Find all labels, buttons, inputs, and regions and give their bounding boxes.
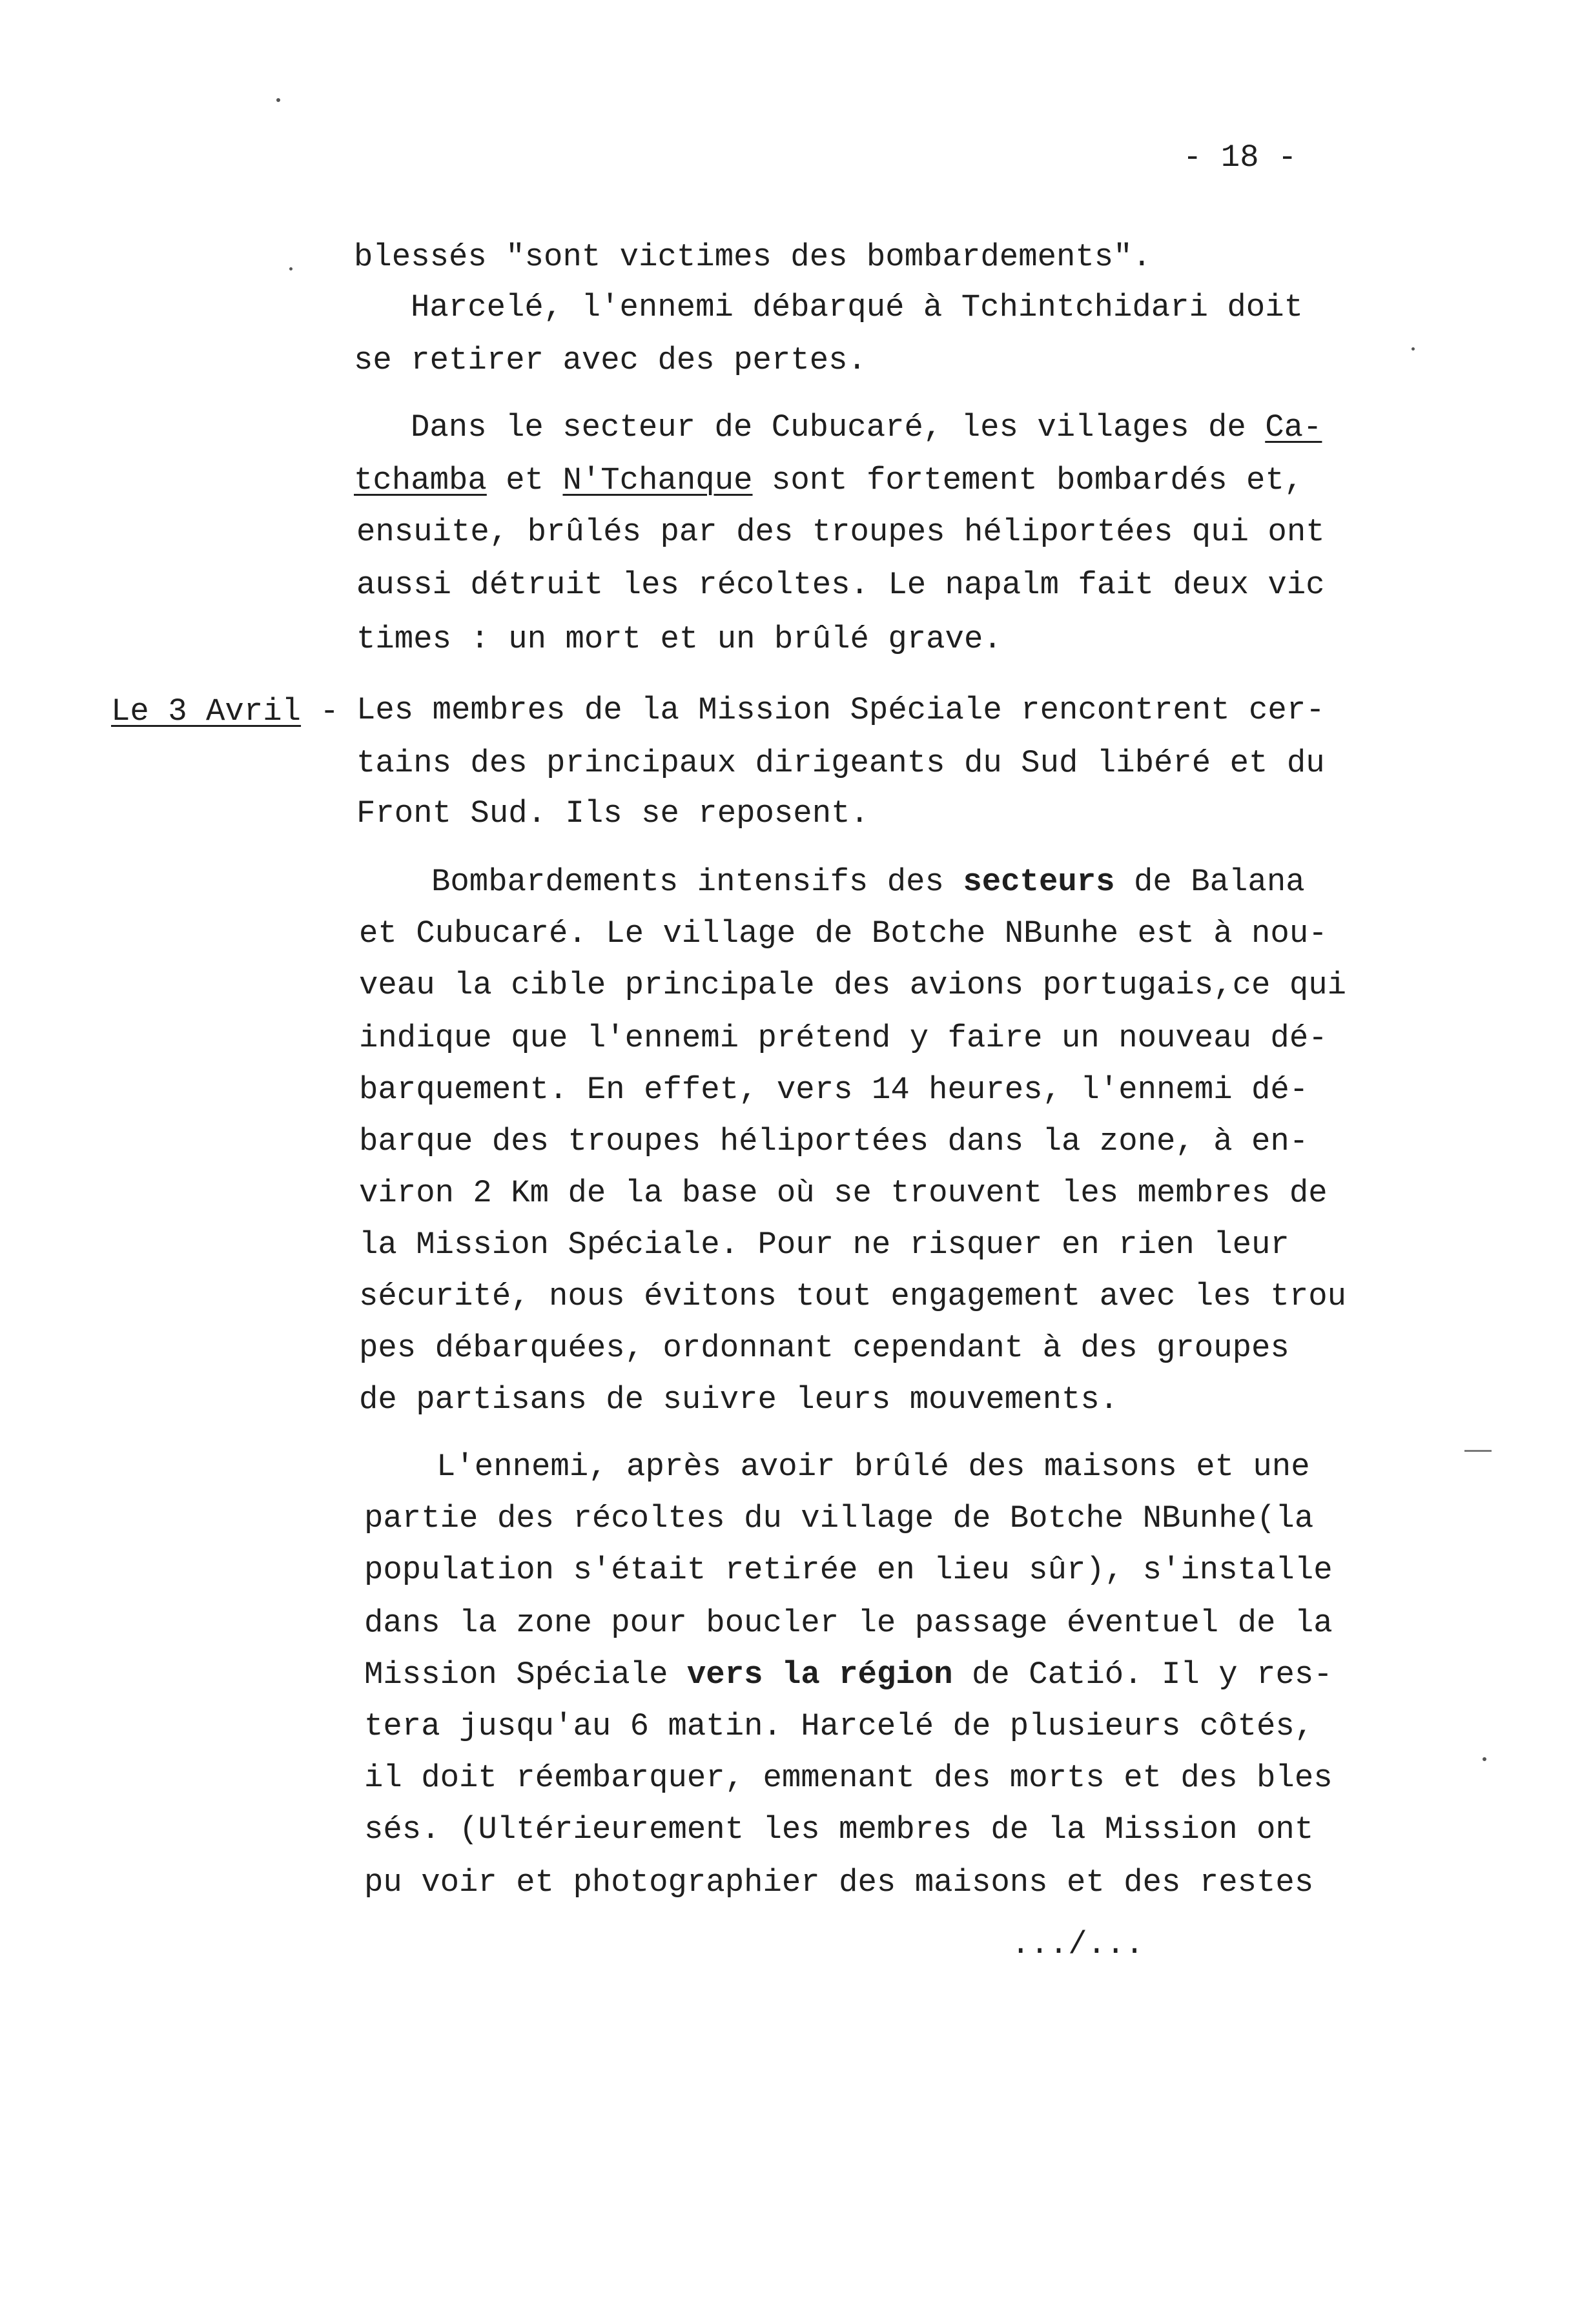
text-run: Front Sud. Ils se reposent. bbox=[356, 795, 869, 831]
text-line bbox=[359, 1329, 1289, 1367]
text-line bbox=[364, 1604, 1333, 1642]
continuation-mark: .../... bbox=[1011, 1926, 1144, 1962]
text-line bbox=[359, 1122, 1308, 1161]
text-line bbox=[359, 966, 1346, 1004]
text-run: tera jusqu'au 6 matin. Harcelé de plusieurs côtés, bbox=[364, 1708, 1314, 1744]
text-line bbox=[354, 238, 1151, 276]
text-run: pu voir et photographier des maisons et des restes bbox=[364, 1864, 1314, 1901]
text-run: dans la zone pour boucler le passage éventuel de la bbox=[364, 1605, 1333, 1641]
text-line bbox=[359, 1225, 1289, 1264]
text-line bbox=[354, 461, 1303, 500]
text-run: Les membres de la Mission Spéciale rencontrent cer- bbox=[356, 692, 1325, 728]
text-run: et bbox=[486, 462, 563, 498]
text-line bbox=[356, 513, 1325, 551]
text-run: viron 2 Km de la base où se trouvent les membres de bbox=[359, 1175, 1328, 1211]
text-run: Mission Spéciale bbox=[364, 1656, 687, 1693]
text-run: la Mission Spéciale. Pour ne risquer en rien leur bbox=[359, 1227, 1289, 1263]
text-run: indique que l'ennemi prétend y faire un nouveau dé- bbox=[359, 1020, 1328, 1056]
text-line bbox=[411, 288, 1303, 327]
scan-speck bbox=[289, 267, 293, 270]
text-line bbox=[436, 1447, 1310, 1486]
text-run: times : un mort et un brûlé grave. bbox=[356, 621, 1002, 657]
text-run: Harcelé, l'ennemi débarqué à Tchintchidari doit bbox=[411, 289, 1304, 325]
text-line bbox=[356, 794, 869, 833]
text-run: blessés "sont victimes des bombardements". bbox=[354, 239, 1152, 275]
text-line bbox=[364, 1810, 1313, 1849]
text-run: sécurité, nous évitons tout engagement avec les trou bbox=[359, 1278, 1347, 1314]
text-run: partie des récoltes du village de Botche NBunhe(la bbox=[364, 1500, 1314, 1536]
text-line bbox=[359, 1380, 1118, 1419]
text-line bbox=[364, 1707, 1313, 1746]
text-run: Dans le secteur de Cubucaré, les villages de bbox=[411, 409, 1266, 445]
text-line bbox=[356, 691, 1325, 729]
text-run: il doit réembarquer, emmenant des morts et des bles bbox=[364, 1760, 1333, 1796]
text-line bbox=[356, 620, 1002, 658]
text-run: barque des troupes héliportées dans la zone, à en- bbox=[359, 1123, 1309, 1159]
text-run: sont fortement bombardés et, bbox=[752, 462, 1304, 498]
scan-speck bbox=[1411, 347, 1415, 351]
text-run: tchamba bbox=[354, 462, 487, 498]
text-line bbox=[359, 1174, 1328, 1212]
text-run: aussi détruit les récoltes. Le napalm fait deux vic bbox=[356, 567, 1325, 603]
text-run: pes débarquées, ordonnant cependant à des groupes bbox=[359, 1330, 1289, 1366]
text-run: N'Tchanque bbox=[562, 462, 753, 498]
scan-speck bbox=[1483, 1757, 1486, 1761]
text-run: Ca- bbox=[1265, 409, 1322, 445]
text-line bbox=[411, 408, 1322, 447]
text-line bbox=[364, 1655, 1333, 1694]
text-run: Bombardements intensifs des bbox=[431, 864, 963, 900]
text-run: et Cubucaré. Le village de Botche NBunhe est à nou- bbox=[359, 915, 1328, 952]
text-line bbox=[356, 744, 1325, 782]
margin-date-label bbox=[111, 692, 358, 731]
text-run: L'ennemi, après avoir brûlé des maisons et une bbox=[436, 1449, 1310, 1485]
text-line bbox=[431, 862, 1305, 901]
text-line bbox=[364, 1551, 1333, 1589]
margin-date: Le 3 Avril bbox=[111, 693, 302, 729]
text-line bbox=[359, 1070, 1308, 1109]
text-run: se retirer avec des pertes. bbox=[354, 342, 867, 378]
scan-speck bbox=[276, 98, 280, 102]
text-line bbox=[359, 1019, 1328, 1057]
text-line bbox=[359, 914, 1328, 953]
text-run: barquement. En effet, vers 14 heures, l'ennemi dé- bbox=[359, 1072, 1309, 1108]
text-run: secteurs bbox=[963, 864, 1115, 900]
text-run: de Catió. Il y res- bbox=[952, 1656, 1333, 1693]
text-line bbox=[356, 566, 1325, 604]
text-run: tains des principaux dirigeants du Sud libéré et du bbox=[356, 745, 1325, 781]
text-line bbox=[359, 1277, 1346, 1316]
text-run: de Balana bbox=[1114, 864, 1305, 900]
text-line bbox=[354, 341, 867, 380]
text-line bbox=[364, 1758, 1333, 1797]
text-run: ensuite, brûlés par des troupes héliportées qui ont bbox=[356, 514, 1325, 550]
text-run: sés. (Ultérieurement les membres de la Mission ont bbox=[364, 1811, 1314, 1848]
scan-mark bbox=[1464, 1450, 1492, 1452]
page-number: - 18 - bbox=[1183, 139, 1297, 176]
margin-dash: - bbox=[301, 693, 358, 729]
text-run: vers la région bbox=[686, 1656, 953, 1693]
text-run: veau la cible principale des avions portugais,ce qui bbox=[359, 967, 1347, 1003]
text-line bbox=[364, 1499, 1313, 1538]
text-line bbox=[364, 1863, 1313, 1902]
text-run: de partisans de suivre leurs mouvements. bbox=[359, 1381, 1119, 1418]
text-run: population s'était retirée en lieu sûr), s'installe bbox=[364, 1552, 1333, 1588]
